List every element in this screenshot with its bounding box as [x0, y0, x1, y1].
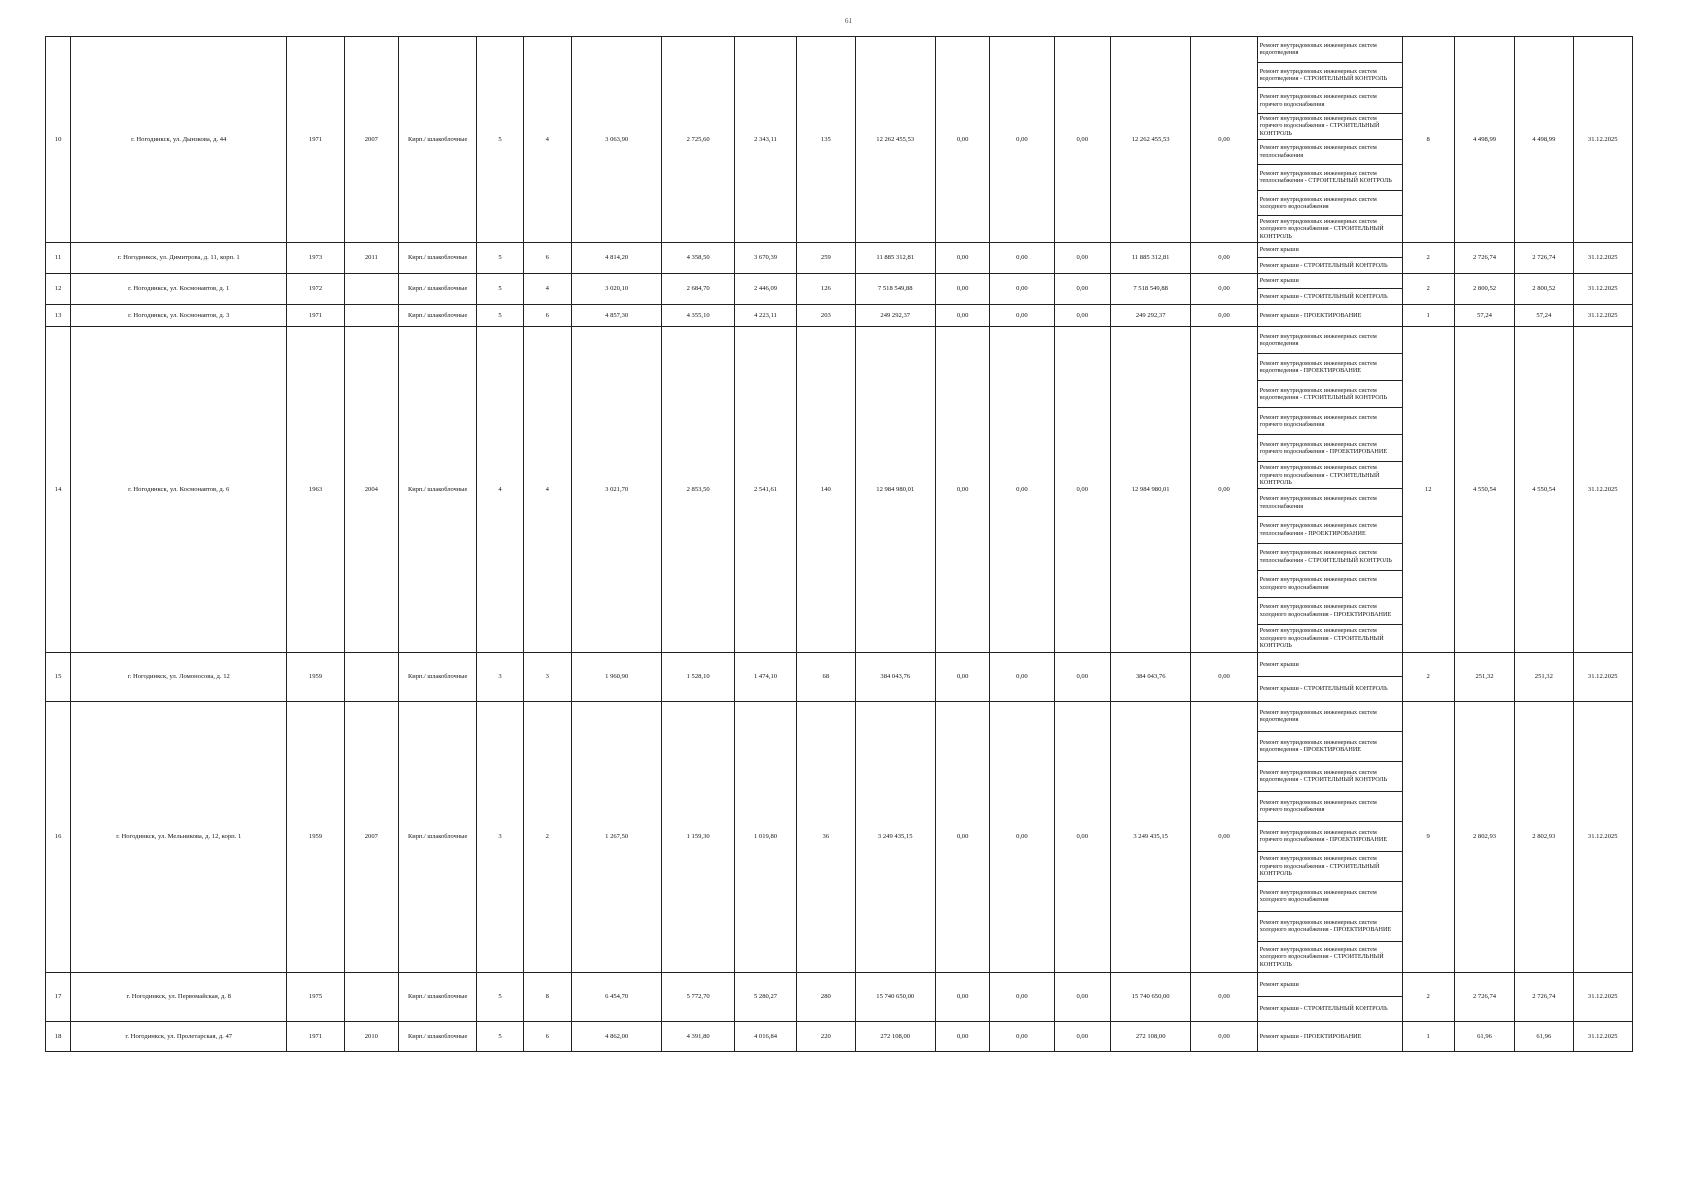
cell-cost-total: 3 249 435,15 [855, 701, 935, 972]
cell-entrances: 4 [523, 274, 571, 305]
cell-fund-owners: 15 740 650,00 [1110, 972, 1190, 1021]
work-item [1258, 852, 1402, 882]
cell-fund-c: 0,00 [1054, 274, 1110, 305]
cell-num: 17 [46, 972, 71, 1021]
cell-area-total: 4 857,30 [571, 305, 662, 327]
cell-fund-owners: 3 249 435,15 [1110, 701, 1190, 972]
cell-works-count: 9 [1402, 701, 1454, 972]
cell-unit-cost: 4 550,54 [1454, 327, 1514, 653]
work-item-label: Ремонт внутридомовых инженерных систем холодного водоснабжения - ПРОЕКТИРОВАНИЕ [1259, 919, 1392, 934]
work-item [1258, 305, 1402, 326]
cell-fund-c: 0,00 [1054, 243, 1110, 274]
cell-area-total: 4 814,20 [571, 243, 662, 274]
work-item-label: Ремонт крыши - СТРОИТЕЛЬНЫЙ КОНТРОЛЬ [1259, 292, 1388, 300]
cell-residents: 36 [797, 701, 855, 972]
cell-area-living: 4 358,50 [662, 243, 734, 274]
cell-material: Кирп./ шлакоблочные [398, 1021, 476, 1051]
repair-program-table [45, 36, 1633, 1052]
cell-year-repair: 2004 [344, 327, 398, 653]
cell-works-count: 12 [1402, 327, 1454, 653]
work-item-label: Ремонт внутридомовых инженерных систем холодного водоснабжения [1259, 195, 1377, 211]
cell-area-res: 2 541,61 [734, 327, 796, 653]
cell-area-total: 3 063,90 [571, 37, 662, 243]
cell-area-total: 3 020,10 [571, 274, 662, 305]
work-item-label: Ремонт крыши - СТРОИТЕЛЬНЫЙ КОНТРОЛЬ [1259, 261, 1388, 269]
cell-year-repair [344, 972, 398, 1021]
cell-material: Кирп./ шлакоблочные [398, 243, 476, 274]
cell-material: Кирп./ шлакоблочные [398, 327, 476, 653]
cell-area-living: 2 725,60 [662, 37, 734, 243]
cell-cost-total: 15 740 650,00 [855, 972, 935, 1021]
cell-address: г. Ногодинкск, ул. Дынзкова, д. 44 [71, 37, 287, 243]
work-item-label: Ремонт внутридомовых инженерных систем теплоснабжения - ПРОЕКТИРОВАНИЕ [1259, 522, 1377, 537]
cell-fund-owners: 7 518 549,88 [1110, 274, 1190, 305]
cell-fund-a: 0,00 [935, 243, 989, 274]
cell-area-living: 2 684,70 [662, 274, 734, 305]
cell-area-res: 4 016,84 [734, 1021, 796, 1051]
work-item-label: Ремонт внутридомовых инженерных систем горячего водоснабжения [1259, 413, 1377, 429]
cell-fund-owners: 11 885 312,81 [1110, 243, 1190, 274]
work-item-label: Ремонт внутридомовых инженерных систем водоотведения - ПРОЕКТИРОВАНИЕ [1259, 739, 1377, 754]
work-item [1258, 140, 1402, 166]
cell-area-res: 3 670,39 [734, 243, 796, 274]
table-row [46, 701, 1633, 972]
cell-fund-c: 0,00 [1054, 305, 1110, 327]
cell-works-count: 1 [1402, 1021, 1454, 1051]
work-item-label: Ремонт внутридомовых инженерных систем водоотведения - СТРОИТЕЛЬНЫЙ КОНТРОЛЬ [1259, 769, 1388, 784]
cell-fund-c: 0,00 [1054, 652, 1110, 701]
work-item [1258, 37, 1402, 63]
work-item-label: Ремонт внутридомовых инженерных систем горячего водоснабжения - СТРОИТЕЛЬНЫЙ КОНТРОЛЬ [1259, 855, 1380, 878]
cell-fund-b: 0,00 [990, 972, 1054, 1021]
cell-floors: 4 [477, 327, 523, 653]
cell-area-living: 2 853,50 [662, 327, 734, 653]
cell-area-total: 6 454,70 [571, 972, 662, 1021]
cell-works-count: 2 [1402, 972, 1454, 1021]
cell-deadline: 31.12.2025 [1573, 274, 1633, 305]
cell-fund-b: 0,00 [990, 1021, 1054, 1051]
works-cell [1257, 243, 1402, 274]
work-item-label: Ремонт внутридомовых инженерных систем теплоснабжения - СТРОИТЕЛЬНЫЙ КОНТРОЛЬ [1259, 549, 1392, 564]
cell-residents: 203 [797, 305, 855, 327]
cell-fund-owners: 12 262 455,53 [1110, 37, 1190, 243]
cell-entrances: 2 [523, 701, 571, 972]
cell-address: г. Ногодинкск, ул. Космонавтов, д. 1 [71, 274, 287, 305]
cell-fund-c: 0,00 [1054, 1021, 1110, 1051]
work-item [1258, 598, 1402, 625]
cell-unit-limit: 57,24 [1515, 305, 1573, 327]
table-row [46, 243, 1633, 274]
cell-fund-a: 0,00 [935, 327, 989, 653]
work-item-label: Ремонт внутридомовых инженерных систем теплоснабжения [1259, 144, 1377, 159]
cell-area-res: 2 446,09 [734, 274, 796, 305]
cell-year-built: 1959 [287, 652, 344, 701]
work-item-label: Ремонт крыши [1259, 660, 1299, 668]
work-item-label: Ремонт внутридомовых инженерных систем горячего водоснабжения - СТРОИТЕЛЬНЫЙ КОНТРОЛЬ [1259, 464, 1380, 487]
cell-entrances: 6 [523, 305, 571, 327]
cell-cost-total: 11 885 312,81 [855, 243, 935, 274]
cell-area-living: 4 391,80 [662, 1021, 734, 1051]
cell-year-repair [344, 652, 398, 701]
cell-cost-total: 249 292,37 [855, 305, 935, 327]
cell-area-res: 1 474,10 [734, 652, 796, 701]
table-row [46, 274, 1633, 305]
cell-num: 12 [46, 274, 71, 305]
cell-fund-b: 0,00 [990, 701, 1054, 972]
cell-fund-a: 0,00 [935, 274, 989, 305]
cell-num: 10 [46, 37, 71, 243]
cell-area-total: 1 960,90 [571, 652, 662, 701]
cell-unit-limit: 4 550,54 [1515, 327, 1573, 653]
work-item-label: Ремонт внутридомовых инженерных систем горячего водоснабжения - СТРОИТЕЛЬНЫЙ КОНТРОЛЬ [1259, 115, 1380, 137]
cell-fund-a: 0,00 [935, 701, 989, 972]
work-item-label: Ремонт крыши [1259, 277, 1299, 285]
cell-fund-other: 0,00 [1191, 327, 1257, 653]
cell-fund-c: 0,00 [1054, 972, 1110, 1021]
cell-year-repair: 2011 [344, 243, 398, 274]
cell-material: Кирп./ шлакоблочные [398, 701, 476, 972]
cell-entrances: 8 [523, 972, 571, 1021]
cell-floors: 5 [477, 274, 523, 305]
work-item [1258, 354, 1402, 381]
cell-unit-cost: 61,96 [1454, 1021, 1514, 1051]
cell-fund-b: 0,00 [990, 305, 1054, 327]
table-row [46, 305, 1633, 327]
cell-fund-b: 0,00 [990, 274, 1054, 305]
cell-material: Кирп./ шлакоблочные [398, 652, 476, 701]
work-item-label: Ремонт крыши [1259, 246, 1299, 254]
cell-fund-c: 0,00 [1054, 37, 1110, 243]
cell-works-count: 1 [1402, 305, 1454, 327]
cell-fund-a: 0,00 [935, 1021, 989, 1051]
cell-cost-total: 7 518 549,88 [855, 274, 935, 305]
work-item [1258, 517, 1402, 544]
cell-num: 15 [46, 652, 71, 701]
cell-num: 14 [46, 327, 71, 653]
cell-deadline: 31.12.2025 [1573, 327, 1633, 653]
cell-floors: 3 [477, 701, 523, 972]
work-item-label: Ремонт внутридомовых инженерных систем водоотведения [1259, 41, 1377, 57]
cell-fund-other: 0,00 [1191, 274, 1257, 305]
cell-entrances: 3 [523, 652, 571, 701]
work-item-label: Ремонт крыши - ПРОЕКТИРОВАНИЕ [1259, 1032, 1362, 1040]
cell-fund-b: 0,00 [990, 327, 1054, 653]
work-item [1258, 289, 1402, 304]
cell-year-built: 1971 [287, 1021, 344, 1051]
cell-deadline: 31.12.2025 [1573, 701, 1633, 972]
cell-deadline: 31.12.2025 [1573, 243, 1633, 274]
work-item-label: Ремонт внутридомовых инженерных систем холодного водоснабжения [1259, 576, 1377, 591]
work-item [1258, 997, 1402, 1021]
work-item [1258, 571, 1402, 598]
cell-unit-limit: 2 726,74 [1515, 243, 1573, 274]
cell-floors: 5 [477, 972, 523, 1021]
cell-area-living: 4 355,10 [662, 305, 734, 327]
cell-deadline: 31.12.2025 [1573, 972, 1633, 1021]
cell-address: г. Ногодинкск, ул. Мельникова, д. 12, корп. 1 [71, 701, 287, 972]
work-item [1258, 327, 1402, 354]
cell-area-total: 4 862,00 [571, 1021, 662, 1051]
cell-cost-total: 12 984 980,01 [855, 327, 935, 653]
cell-works-count: 2 [1402, 243, 1454, 274]
cell-entrances: 4 [523, 37, 571, 243]
cell-floors: 5 [477, 243, 523, 274]
cell-year-repair: 2007 [344, 701, 398, 972]
cell-area-living: 5 772,70 [662, 972, 734, 1021]
works-cell [1257, 701, 1402, 972]
cell-residents: 68 [797, 652, 855, 701]
work-item [1258, 489, 1402, 516]
cell-unit-limit: 251,32 [1515, 652, 1573, 701]
table-row [46, 652, 1633, 701]
cell-year-built: 1973 [287, 243, 344, 274]
cell-address: г. Ногодинкск, ул. Космонавтов, д. 6 [71, 327, 287, 653]
work-item [1258, 435, 1402, 462]
work-item-label: Ремонт внутридомовых инженерных систем водоотведения - ПРОЕКТИРОВАНИЕ [1259, 359, 1377, 375]
cell-material: Кирп./ шлакоблочные [398, 972, 476, 1021]
work-item [1258, 191, 1402, 217]
cell-address: г. Ногодинкск, ул. Пролетарская, д. 47 [71, 1021, 287, 1051]
table-row [46, 1021, 1633, 1051]
work-item [1258, 942, 1402, 972]
cell-year-built: 1971 [287, 37, 344, 243]
cell-year-repair: 2010 [344, 1021, 398, 1051]
work-item [1258, 882, 1402, 912]
table-body [46, 37, 1633, 1052]
cell-unit-cost: 2 726,74 [1454, 243, 1514, 274]
cell-area-res: 2 343,11 [734, 37, 796, 243]
cell-material: Кирп./ шлакоблочные [398, 274, 476, 305]
work-item [1258, 114, 1402, 140]
cell-entrances: 4 [523, 327, 571, 653]
work-item [1258, 408, 1402, 435]
cell-num: 18 [46, 1021, 71, 1051]
work-item [1258, 462, 1402, 489]
cell-fund-owners: 12 984 980,01 [1110, 327, 1190, 653]
work-item-label: Ремонт внутридомовых инженерных систем горячего водоснабжения [1259, 799, 1377, 814]
cell-unit-cost: 2 802,93 [1454, 701, 1514, 972]
cell-fund-other: 0,00 [1191, 701, 1257, 972]
work-item [1258, 625, 1402, 652]
cell-year-built: 1972 [287, 274, 344, 305]
cell-unit-limit: 2 800,52 [1515, 274, 1573, 305]
cell-fund-other: 0,00 [1191, 37, 1257, 243]
cell-area-res: 4 223,11 [734, 305, 796, 327]
cell-year-built: 1975 [287, 972, 344, 1021]
works-cell [1257, 37, 1402, 243]
cell-fund-other: 0,00 [1191, 1021, 1257, 1051]
cell-entrances: 6 [523, 243, 571, 274]
cell-entrances: 6 [523, 1021, 571, 1051]
work-item [1258, 762, 1402, 792]
cell-deadline: 31.12.2025 [1573, 1021, 1633, 1051]
works-cell [1257, 1021, 1402, 1051]
work-item-label: Ремонт внутридомовых инженерных систем холодного водоснабжения - СТРОИТЕЛЬНЫЙ КОНТРОЛЬ [1259, 945, 1384, 968]
works-cell [1257, 972, 1402, 1021]
cell-fund-owners: 272 108,00 [1110, 1021, 1190, 1051]
work-item-label: Ремонт внутридомовых инженерных систем горячего водоснабжения [1259, 93, 1377, 108]
cell-floors: 5 [477, 1021, 523, 1051]
work-item [1258, 973, 1402, 997]
cell-address: г. Ногодинкск, ул. Космонавтов, д. 3 [71, 305, 287, 327]
cell-unit-limit: 2 726,74 [1515, 972, 1573, 1021]
cell-works-count: 2 [1402, 274, 1454, 305]
cell-unit-limit: 61,96 [1515, 1021, 1573, 1051]
work-item-label: Ремонт внутридомовых инженерных систем холодного водоснабжения - СТРОИТЕЛЬНЫЙ КОНТРОЛЬ [1259, 627, 1384, 650]
cell-fund-owners: 384 043,76 [1110, 652, 1190, 701]
cell-year-built: 1959 [287, 701, 344, 972]
cell-fund-owners: 249 292,37 [1110, 305, 1190, 327]
cell-num: 16 [46, 701, 71, 972]
cell-cost-total: 272 108,00 [855, 1021, 935, 1051]
cell-residents: 126 [797, 274, 855, 305]
cell-area-res: 1 019,80 [734, 701, 796, 972]
cell-fund-c: 0,00 [1054, 701, 1110, 972]
cell-residents: 259 [797, 243, 855, 274]
work-item-label: Ремонт внутридомовых инженерных систем водоотведения [1259, 332, 1377, 348]
cell-year-repair: 2007 [344, 37, 398, 243]
cell-works-count: 2 [1402, 652, 1454, 701]
cell-unit-cost: 4 498,99 [1454, 37, 1514, 243]
work-item-label: Ремонт внутридомовых инженерных систем холодного водоснабжения [1259, 889, 1377, 904]
works-cell [1257, 305, 1402, 327]
cell-material: Кирп./ шлакоблочные [398, 37, 476, 243]
work-item-label: Ремонт внутридомовых инженерных систем теплоснабжения - СТРОИТЕЛЬНЫЙ КОНТРОЛЬ [1259, 170, 1392, 185]
cell-address: г. Ногодинкск, ул. Димитрова, д. 11, корп. 1 [71, 243, 287, 274]
cell-floors: 3 [477, 652, 523, 701]
work-item [1258, 216, 1402, 242]
cell-fund-c: 0,00 [1054, 327, 1110, 653]
work-item-label: Ремонт крыши - ПРОЕКТИРОВАНИЕ [1259, 311, 1362, 319]
work-item [1258, 63, 1402, 89]
work-item [1258, 274, 1402, 289]
cell-year-built: 1971 [287, 305, 344, 327]
cell-year-built: 1963 [287, 327, 344, 653]
cell-unit-cost: 251,32 [1454, 652, 1514, 701]
cell-num: 13 [46, 305, 71, 327]
cell-residents: 280 [797, 972, 855, 1021]
cell-num: 11 [46, 243, 71, 274]
work-item-label: Ремонт внутридомовых инженерных систем горячего водоснабжения - ПРОЕКТИРОВАНИЕ [1259, 440, 1388, 456]
table-row [46, 327, 1633, 653]
cell-fund-other: 0,00 [1191, 652, 1257, 701]
work-item [1258, 702, 1402, 732]
cell-works-count: 8 [1402, 37, 1454, 243]
work-item-label: Ремонт крыши - СТРОИТЕЛЬНЫЙ КОНТРОЛЬ [1259, 1005, 1388, 1013]
cell-area-living: 1 528,10 [662, 652, 734, 701]
work-item [1258, 88, 1402, 114]
work-item-label: Ремонт внутридомовых инженерных систем водоотведения - СТРОИТЕЛЬНЫЙ КОНТРОЛЬ [1259, 67, 1388, 82]
work-item [1258, 653, 1402, 677]
cell-unit-cost: 57,24 [1454, 305, 1514, 327]
cell-fund-a: 0,00 [935, 972, 989, 1021]
work-item-label: Ремонт крыши - СТРОИТЕЛЬНЫЙ КОНТРОЛЬ [1259, 685, 1388, 693]
cell-year-repair [344, 305, 398, 327]
work-item-label: Ремонт внутридомовых инженерных систем холодного водоснабжения - СТРОИТЕЛЬНЫЙ КОНТРОЛЬ [1259, 218, 1384, 240]
works-cell [1257, 652, 1402, 701]
cell-area-total: 1 267,50 [571, 701, 662, 972]
cell-address: г. Ногодинкск, ул. Ломоносова, д. 12 [71, 652, 287, 701]
cell-floors: 5 [477, 305, 523, 327]
cell-residents: 220 [797, 1021, 855, 1051]
work-item [1258, 677, 1402, 701]
cell-deadline: 31.12.2025 [1573, 305, 1633, 327]
work-item-label: Ремонт внутридомовых инженерных систем холодного водоснабжения - ПРОЕКТИРОВАНИЕ [1259, 603, 1392, 618]
cell-unit-limit: 4 498,99 [1515, 37, 1573, 243]
table-row [46, 37, 1633, 243]
cell-fund-other: 0,00 [1191, 972, 1257, 1021]
work-item-label: Ремонт крыши [1259, 980, 1299, 988]
cell-residents: 140 [797, 327, 855, 653]
work-item [1258, 822, 1402, 852]
cell-fund-b: 0,00 [990, 37, 1054, 243]
cell-area-total: 3 021,70 [571, 327, 662, 653]
cell-cost-total: 12 262 455,53 [855, 37, 935, 243]
work-item [1258, 792, 1402, 822]
work-item-label: Ремонт внутридомовых инженерных систем водоотведения - СТРОИТЕЛЬНЫЙ КОНТРОЛЬ [1259, 386, 1388, 402]
cell-fund-a: 0,00 [935, 305, 989, 327]
work-item [1258, 258, 1402, 273]
cell-unit-limit: 2 802,93 [1515, 701, 1573, 972]
cell-residents: 135 [797, 37, 855, 243]
cell-address: г. Ногодинкск, ул. Первомайская, д. 8 [71, 972, 287, 1021]
cell-cost-total: 384 043,76 [855, 652, 935, 701]
cell-floors: 5 [477, 37, 523, 243]
cell-fund-a: 0,00 [935, 37, 989, 243]
work-item [1258, 165, 1402, 191]
cell-fund-other: 0,00 [1191, 305, 1257, 327]
cell-unit-cost: 2 800,52 [1454, 274, 1514, 305]
work-item [1258, 912, 1402, 942]
work-item-label: Ремонт внутридомовых инженерных систем горячего водоснабжения - ПРОЕКТИРОВАНИЕ [1259, 829, 1388, 844]
cell-material: Кирп./ шлакоблочные [398, 305, 476, 327]
work-item [1258, 732, 1402, 762]
work-item-label: Ремонт внутридомовых инженерных систем теплоснабжения [1259, 495, 1377, 510]
cell-year-repair [344, 274, 398, 305]
work-item [1258, 381, 1402, 408]
work-item-label: Ремонт внутридомовых инженерных систем водоотведения [1259, 709, 1377, 724]
cell-area-living: 1 159,30 [662, 701, 734, 972]
cell-area-res: 5 280,27 [734, 972, 796, 1021]
cell-fund-a: 0,00 [935, 652, 989, 701]
cell-deadline: 31.12.2025 [1573, 37, 1633, 243]
cell-deadline: 31.12.2025 [1573, 652, 1633, 701]
works-cell [1257, 327, 1402, 653]
page-number: 61 [845, 17, 852, 25]
work-item [1258, 243, 1402, 258]
cell-fund-b: 0,00 [990, 243, 1054, 274]
table-row [46, 972, 1633, 1021]
work-item [1258, 544, 1402, 571]
cell-unit-cost: 2 726,74 [1454, 972, 1514, 1021]
works-cell [1257, 274, 1402, 305]
cell-fund-b: 0,00 [990, 652, 1054, 701]
cell-fund-other: 0,00 [1191, 243, 1257, 274]
work-item [1258, 1022, 1402, 1051]
